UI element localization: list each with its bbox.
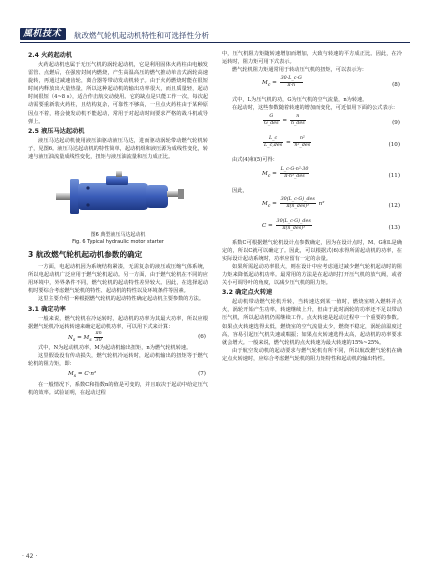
motor-rear-cap: [146, 185, 168, 208]
equation-number: (7): [198, 370, 206, 377]
bolt: [86, 203, 89, 206]
eq-term: = C·n²: [77, 370, 97, 377]
eq-fraction: $\frac{30\cdot L\_c\cdot G}{\pi\cdot n}$: [280, 76, 302, 89]
paragraph: 燃气轮机阻力矩通常用于转动压气机的扭矩，可以表示为：: [232, 67, 367, 74]
page-number: · 42 ·: [22, 553, 38, 560]
paragraph: 这里主要介绍一种根据燃气轮机的起动特性确定起动机主要参数的方法。: [38, 296, 205, 303]
hydraulic-fitting-nut: [178, 189, 184, 199]
eq-fraction: $\frac{\text{30(L\_c·G)\_des}}{\text{π(n\_des)³}}$: [276, 218, 311, 231]
eq-fraction: $\frac{L\_c}{\text{L\_c,des}}$: [264, 136, 283, 149]
paragraph: 因此，: [232, 187, 248, 194]
hydraulic-fitting: [167, 191, 179, 197]
journal-logo-text: 風机技术: [23, 29, 62, 39]
eq-subscript: c: [267, 173, 271, 179]
figure-caption-cn: 图6 典型液压马达起动机: [90, 232, 146, 239]
right-column: [222, 50, 402, 363]
equation-number: (11): [388, 172, 400, 179]
eq-term: n²: [318, 200, 325, 207]
equation-number: (10): [388, 142, 400, 149]
paragraph: 火药起动机也属于无压气机的涡轮起动机，它是利用固体火药柱由电触发雷管、点燃后，在强密封间内燃烧，产生高温高压的燃气推动单击式涡轮高速旋转，再通过减速齿轮，离合器等带动发动机转子。由于火药燃烧时能在很短时间内释放出大量热量，所以这种起动机的输出功率很大，而且质量轻，起动时间很短（4~8 s），适合作击航交动使用。它的缺点是只能工作一次，每次起动需要重新装火药柱，且结构复杂，可靠性不够高，一旦点火药柱由于某种原因点不着，将会使发动机不能起动，常用于对起动时间要求严格的战斗机或导弹上。: [28, 62, 208, 125]
section-heading-2-4: 2.4 火药起动机: [28, 52, 73, 59]
hydraulic-motor-illustration: [28, 163, 208, 229]
paragraph: 在起动时，这些参数随着转速的增加而变化，可近似用下面的公式表示：: [232, 105, 399, 112]
figure-hydraulic-motor-starter: [28, 163, 208, 245]
eq-symbol: M: [262, 170, 268, 177]
equation-number: (9): [392, 120, 400, 127]
section-heading-3-1: 3.1 确定功率: [28, 305, 66, 313]
eq-symbol: M: [262, 80, 268, 87]
eq-fraction: $\frac{\text{n²}}{\text{n²\_des}}$: [294, 136, 311, 149]
eq-symbol: C: [262, 222, 267, 229]
paragraph: 式中，L为压气机的功，G为压气机的空气流量，n为转速。: [232, 97, 368, 104]
paragraph: 在一般情况下，系数C和指数n的值是可变的，并且取决于起动中给定压气机的效率。试验证明，在起动过程: [28, 381, 208, 397]
equation-number: (12): [388, 202, 400, 209]
paragraph: 如果所需起动功率很大，则在设计中应考虑通过减少燃气轮机起动时的阻力矩来降低起动机功率。最常用的方法是在起动时打开压气机的放气阀，或者关小可调导叶的角度，以减少压气机的阻力矩。: [222, 263, 402, 287]
eq-fraction: $\frac{n}{\text{n\_des}}$: [290, 114, 305, 127]
motor-flange: [70, 179, 79, 214]
paragraph: 一方面，电起动机因为系统结构紧凑，无需复杂的液压或压缩气体系统，所以电起动机广泛应用于燃气轮机起动。另一方面，由于燃气轮机在不同的应用环境中，外界条件不同，燃气轮机的起动特性差异较大。因此，在选择起动机时要综合考虑燃气轮机的特性、起动机的特性以及环境条件等因素。: [28, 264, 208, 295]
running-title: 航改燃气轮机起动机特性和可选择性分析: [74, 31, 209, 40]
eq-subscript: s: [72, 337, 76, 343]
motor-port-block: [106, 176, 128, 185]
equation-12: $M_c$ = $\frac{\text{30(L\_c·G)\_des}}{\text{π(n\_des)³}}$ n² (12): [262, 196, 400, 209]
motor-shaft: [56, 193, 72, 200]
section-heading-3-2: 3.2 确定点火转速: [222, 289, 273, 297]
equation-number: (8): [392, 82, 400, 89]
paragraph: 一般来说，燃气轮机在冷运转时，起动机的功率为其最大功率，所以应根据燃气轮机冷运转转速来确定起动机功率，可以用下式来计算：: [28, 315, 208, 330]
paragraph: 由于航空发动机的起动要求与燃气轮机有所不同，所以航改燃气轮机在确定点火转速时，应综合考虑燃气轮机的阻力矩特性和起动机的输出特性。: [222, 347, 402, 362]
paragraph: 液压马达起动机使用液压油驱动液压马达，进而驱动涡轮带动燃气轮机转子，见图6。液压马达起动机的特性简单，起动机组和液压源为成线性变化，转速与液压油流量成线性变化，扭矩与液压油流量和压力成正比。: [28, 137, 208, 160]
eq-subscript: c: [267, 83, 271, 89]
equation-11: $M_c$ = $\frac{\text{L\_c·G·n²·30}}{\text{π·n³\_des}}$ (11): [262, 166, 400, 179]
top-fitting: [116, 171, 122, 177]
eq-term: = M: [77, 334, 90, 341]
equation-13: C = $\frac{\text{30(L\_c·G)\_des}}{\text{π(n\_des)³}}$ (13): [262, 218, 400, 231]
paragraph: 这里假设没有传动损失，燃气轮机冷运转时，起动机输出的扭矩等于燃气轮机的阻力矩，即：: [28, 352, 208, 367]
paragraph: 由式(4)和(5)可得：: [232, 157, 278, 164]
paragraph: 起动机带动燃气轮机升转，当转速达到某一值时，燃烧室喷入燃料并点火，涡轮开始产生功率，转速继续上升，但由于此时涡轮的功率还不足以带动压气机，所以起动机仍需继续工作。点火转速是起动过程中一个重要的参数。如果点火转速选得太低，燃烧室的空气流量太少，燃烧不稳定，涡轮前温度过高，容易引起压气机失速或喘振；如果点火转速选得太高，起动机的功率要求就会增大。一般来说，燃气轮机的点火转速为最大转速的15%~25%。: [222, 299, 402, 346]
eq-fraction: $\frac{G}{\text{G\_des}}$: [264, 114, 279, 127]
page-header: [0, 0, 427, 40]
paragraph: 系数C可根据燃气轮机设计点参数确定，因为在设计点时，M、G和L是确定的，所以C就可以确定了。因此，可以根据式(6)求得所需起动机的功率，在实际设计起动系统时，功率应留有一定的余量。: [222, 239, 402, 262]
section-heading-2-5: 2.5 液压马达起动机: [28, 127, 85, 135]
eq-symbol: M: [68, 370, 74, 377]
header-divider: [20, 42, 410, 43]
eq-fraction: $\frac{\pi n}{30}$: [95, 330, 102, 343]
eq-fraction: $\frac{\text{30(L\_c·G)\_des}}{\text{π(n\_des)³}}$: [280, 196, 315, 209]
paragraph: 式中，N为起动机功率，M为起动机输出扭矩，n为燃气轮机转速。: [38, 344, 192, 351]
eq-symbol: N: [68, 334, 73, 341]
eq-fraction: $\frac{\text{L\_c·G·n²·30}}{\text{π·n³\_des}}$: [280, 166, 309, 179]
bolt: [86, 186, 89, 189]
equation-8: $M_c$ = $\frac{30\cdot L\_c\cdot G}{\pi\cdot n}$ (8): [262, 76, 400, 89]
equation-6: [28, 331, 208, 344]
equation-10: $\frac{L\_c}{\text{L\_c,des}}$ = $\frac{\text{n²}}{\text{n²\_des}}$ (10): [264, 136, 400, 149]
equation-number: (13): [388, 224, 400, 231]
equation-number: (6): [198, 333, 206, 340]
section-heading-3: 3 航改燃气轮机起动机参数的确定: [28, 250, 143, 260]
eq-subscript: s: [73, 374, 77, 380]
left-column: [28, 50, 208, 397]
eq-subscript: s: [89, 337, 92, 343]
paragraph: 中，压气机阻力矩随转速增加而增加，大致与转速的平方成正比。因此，在冷运转时，阻力矩可用下式表示。: [222, 51, 402, 66]
eq-symbol: M: [262, 200, 268, 207]
figure-caption-en: Fig. 6 Typical hydraulic motor starter: [72, 239, 164, 246]
equation-9: $\frac{G}{\text{G\_des}}$ = $\frac{n}{\text{n\_des}}$ (9): [264, 114, 400, 127]
equation-7: [28, 368, 208, 381]
eq-subscript: c: [267, 203, 271, 209]
